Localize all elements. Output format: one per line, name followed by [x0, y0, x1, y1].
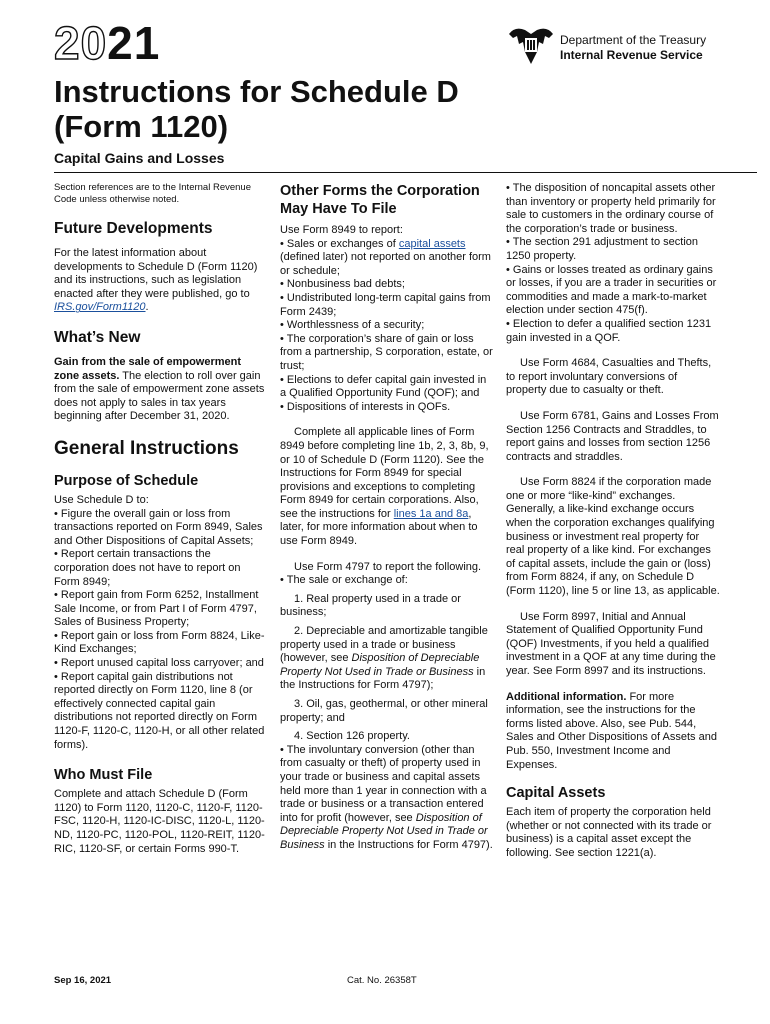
form8997-text: Use Form 8997, Initial and Annual Statement of Qualified Opportunity Fund (QOF) Investments, if you held a qualified investment in a QOF at any time during the year. See Form 8997 and its instructions. — [506, 610, 716, 677]
future-developments-heading: Future Developments — [54, 220, 213, 237]
form-year — [54, 17, 161, 69]
footer-date: Sep 16, 2021 — [54, 975, 112, 986]
year-outline: 20 — [54, 17, 108, 69]
purpose-item: • Figure the overall gain or loss from transactions reported on Form 8949, Sales and Other Dispositions of Capital Assets; — [54, 508, 268, 549]
whats-new-heading: What’s New — [54, 328, 141, 346]
item1-post: (defined later) not reported on another form or schedule; — [280, 251, 491, 277]
form8949-intro: Use Form 8949 to report: — [280, 224, 403, 236]
whats-new-body: The election to roll over gain from the sale of empowerment zone assets does not apply to sales in tax years beginning after December 31, 2020. — [54, 369, 265, 423]
form4797-item: • Election to defer a qualified section 1231 gain invested in a QOF. — [506, 318, 720, 345]
future-developments-text — [54, 247, 268, 315]
title-line-1: Instructions for Schedule D — [54, 74, 459, 109]
purpose-item: • Report gain from Form 6252, Installment Sale Income, or from Part I of Form 4797, Sales of Business Property; — [54, 589, 268, 630]
form8949-item: • Dispositions of interests in QOFs. — [280, 401, 494, 415]
column-1 — [54, 182, 268, 856]
purpose-item: • Report capital gain distributions not reported directly on Form 1120, line 8 (or effectively connected capital gain distributions not reported directly on Form 1120-F, 1120-C, 1120-H, or all other related forms). — [54, 671, 268, 753]
form8949-item: • Nonbusiness bad debts; — [280, 278, 494, 292]
purpose-item: • Report gain or loss from Form 8824, Like-Kind Exchanges; — [54, 630, 268, 657]
lines-1a-8a-link[interactable]: lines 1a and 8a — [393, 507, 469, 520]
purpose-item: • Report certain transactions the corporation does not have to report on Form 8949; — [54, 548, 268, 589]
capital-assets-heading: Capital Assets — [506, 785, 606, 802]
involuntary-conversion-item — [280, 744, 494, 853]
who-must-file-heading: Who Must File — [54, 767, 153, 784]
other-forms-heading: Other Forms the Corporation May Have To File — [280, 183, 480, 217]
form8949-item — [280, 238, 494, 279]
num2-post: in the Instructions for Form 4797); — [280, 665, 486, 692]
additional-info-text: For more information, see the instructions for the forms listed above. Also, see Pub. 544, Sales and Other Dispositions of Assets and Pub. 550, Investment Income and Expenses. — [506, 690, 717, 771]
department-name: Department of the Treasury — [560, 33, 707, 47]
irs-eagle-logo-icon — [505, 24, 557, 68]
year-bold: 21 — [107, 17, 161, 69]
invol-italic: Disposition of Depreciable Property Not Used in Trade or Business — [280, 811, 488, 851]
form4797-num4: 4. Section 126 property. — [294, 730, 410, 743]
form8824-text: Use Form 8824 if the corporation made one or more “like-kind” exchanges. Generally, a like-kind exchange occurs when the corporation exchanges qualifying business or investment real property for real property of a like kind. For exchanges of capital assets, include the gain or (loss) from Form 8824, if any, on Schedule D (Form 1120), line 5 or line 13, as applicable. — [506, 476, 720, 598]
column-3 — [506, 182, 720, 861]
additional-info-bold: Additional information. — [506, 690, 627, 703]
capital-assets-link[interactable]: capital assets — [398, 237, 466, 250]
form8949-item: • Worthlessness of a security; — [280, 319, 494, 333]
who-must-file-text: Complete and attach Schedule D (Form 1120) to Form 1120, 1120-C, 1120-F, 1120-FSC, 1120-H, 1120-IC-DISC, 1120-L, 1120-ND, 1120-PC, 1120-POL, 1120-REIT, 1120-RIC, 1120-SF, or certain Forms 990-T. — [54, 788, 265, 855]
title-line-2: (Form 1120) — [54, 109, 229, 144]
invol-pre: The involuntary conversion (other than from casualty or theft) of property used in your trade or business and capital assets held more than 1 year in connection with a trade or business or a transaction entered into for profit (however, see — [280, 743, 487, 824]
purpose-intro: Use Schedule D to: — [54, 493, 149, 506]
future-text: For the latest information about developments to Schedule D (Form 1120) and its instructions, such as legislation enacted after they were published, go to — [54, 247, 258, 300]
complete-form8949-text — [280, 426, 494, 548]
general-instructions-heading: General Instructions — [54, 437, 239, 459]
complete-post: , later, for more information about when to use Form 8949. — [280, 507, 478, 548]
future-end: . — [145, 301, 149, 314]
form8949-item: • The corporation’s share of gain or loss from a partnership, S corporation, estate, or trust; — [280, 333, 494, 374]
complete-pre: Complete all applicable lines of Form 8949 before completing line 1b, 2, 3, 8b, 9, or 10 of Schedule D (Form 1120). See the Instructions for Form 8949 for special provisions and exceptions to completing Form 8949 for certain corporations. Also, see the instructions for — [280, 426, 489, 520]
whats-new-text — [54, 356, 268, 424]
irs-name: Internal Revenue Service — [560, 48, 703, 62]
page-title — [54, 74, 514, 144]
form4684-text: Use Form 4684, Casualties and Thefts, to report involuntary conversions of property due to casualty or theft. — [506, 357, 712, 397]
item1-pre: Sales or exchanges of — [286, 237, 396, 250]
form4797-intro: Use Form 4797 to report the following. — [294, 560, 482, 573]
form6781-text: Use Form 6781, Gains and Losses From Section 1256 Contracts and Straddles, to report gains and losses from section 1256 contracts and straddles. — [506, 409, 719, 463]
footer-catalog-number: Cat. No. 26358T — [347, 975, 417, 986]
whats-new-bold: Gain from the sale of empowerment zone assets. — [54, 355, 242, 382]
form4797-num1: 1. Real property used in a trade or business; — [280, 592, 461, 619]
form4797-item: • Gains or losses treated as ordinary gains or losses, if you are a trader in securities or commodities and made a mark-to-market election under section 475(f). — [506, 264, 720, 318]
num2-pre: 2. Depreciable and amortizable tangible property used in a trade or business (however, see — [280, 625, 488, 665]
form8949-item: • Elections to defer capital gain invested in a Qualified Opportunity Fund (QOF); and — [280, 374, 494, 401]
capital-assets-text: Each item of property the corporation held (whether or not connected with its trade or business) is a capital asset except the following. See section 1221(a). — [506, 806, 712, 859]
form4797-item: • The section 291 adjustment to section 1250 property. — [506, 236, 720, 263]
irs-form1120-link[interactable]: IRS.gov/Form1120 — [54, 301, 146, 314]
num2-italic: Disposition of Depreciable Property Not Used in Trade or Business — [280, 652, 480, 678]
purpose-item: • Report unused capital loss carryover; and — [54, 657, 268, 671]
column-2 — [280, 182, 494, 853]
section-references-note: Section references are to the Internal Revenue Code unless otherwise noted. — [54, 182, 251, 205]
additional-information — [506, 691, 720, 773]
purpose-heading: Purpose of Schedule — [54, 472, 199, 489]
header-divider — [54, 172, 757, 173]
form4797-bullet: • The sale or exchange of: — [280, 574, 494, 588]
agency-block — [560, 33, 706, 63]
invol-post: in the Instructions for Form 4797). — [327, 838, 493, 851]
page-subtitle: Capital Gains and Losses — [54, 150, 225, 166]
form4797-num3: 3. Oil, gas, geothermal, or other mineral property; and — [280, 698, 488, 724]
form4797-item: • The disposition of noncapital assets other than inventory or property held primarily for sale to customers in the ordinary course of the corporation’s trade or business. — [506, 182, 720, 236]
form8949-item: • Undistributed long-term capital gains from Form 2439; — [280, 292, 494, 319]
form4797-num2 — [280, 625, 494, 693]
